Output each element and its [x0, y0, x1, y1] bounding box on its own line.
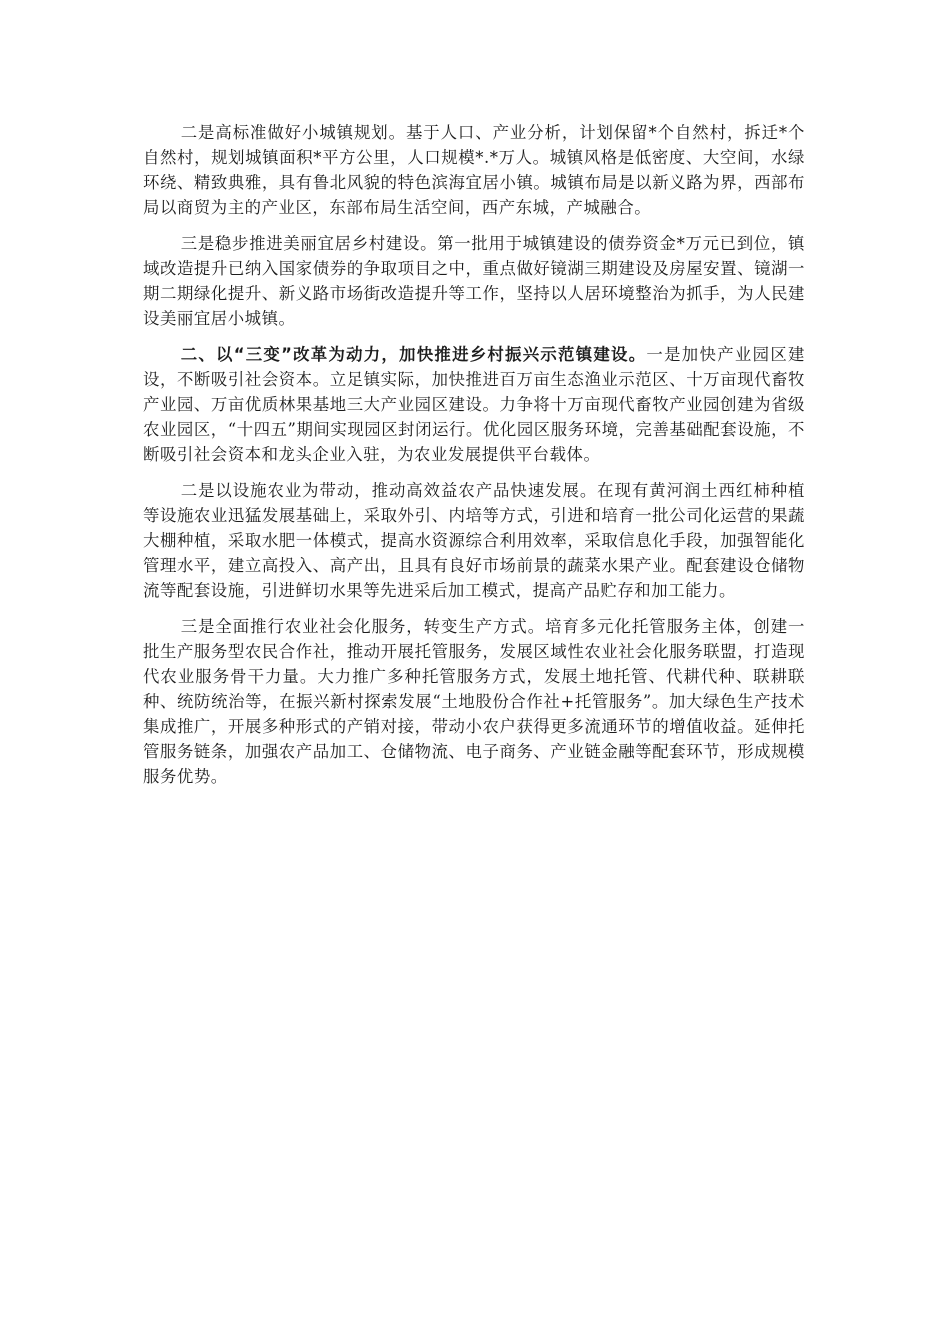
document-body — [143, 120, 805, 800]
paragraph-facility-agriculture — [143, 478, 805, 603]
paragraph-town-planning — [143, 120, 805, 220]
section-heading: 二、以“三变”改革为动力，加快推进乡村振兴示范镇建设。 — [180, 345, 647, 364]
paragraph-socialized-services — [143, 614, 805, 789]
paragraph-livable-village — [143, 231, 805, 331]
paragraph-three-changes-reform — [143, 342, 805, 467]
paragraph-text: 一是加快产业园区建设，不断吸引社会资本。立足镇实际，加快推进百万亩生态渔业示范区、十万亩现代畜牧产业园、万亩优质林果基地三大产业园区建设。力争将十万亩现代畜牧产业园创建为省级农业园区，“十四五”期间实现园区封闭运行。优化园区服务环境，完善基础配套设施，不断吸引社会资本和龙头企业入驻，为农业发展提供平台载体。 — [143, 345, 805, 464]
paragraph-text: 二是高标准做好小城镇规划。基于人口、产业分析，计划保留*个自然村，拆迁*个自然村，规划城镇面积*平方公里，人口规模*.*万人。城镇风格是低密度、大空间，水绿环绕、精致典雅，具有鲁北风貌的特色滨海宜居小镇。城镇布局是以新义路为界，西部布局以商贸为主的产业区，东部布局生活空间，西产东城，产城融合。 — [143, 123, 805, 217]
paragraph-text: 三是全面推行农业社会化服务，转变生产方式。培育多元化托管服务主体，创建一批生产服务型农民合作社，推动开展托管服务，发展区域性农业社会化服务联盟，打造现代农业服务骨干力量。大力推广多种托管服务方式，发展土地托管、代耕代种、联耕联种、统防统治等，在振兴新村探索发展“土地股份合作社+托管服务”。加大绿色生产技术集成推广，开展多种形式的产销对接，带动小农户获得更多流通环节的增值收益。延伸托管服务链条，加强农产品加工、仓储物流、电子商务、产业链金融等配套环节，形成规模服务优势。 — [143, 617, 805, 786]
paragraph-text: 三是稳步推进美丽宜居乡村建设。第一批用于城镇建设的债券资金*万元已到位，镇域改造提升已纳入国家债券的争取项目之中，重点做好镜湖三期建设及房屋安置、镜湖一期二期绿化提升、新义路市场街改造提升等工作，坚持以人居环境整治为抓手，为人民建设美丽宜居小城镇。 — [143, 234, 805, 328]
paragraph-text: 二是以设施农业为带动，推动高效益农产品快速发展。在现有黄河润土西红柿种植等设施农业迅猛发展基础上，采取外引、内培等方式，引进和培育一批公司化运营的果蔬大棚种植，采取水肥一体模式，提高水资源综合利用效率，采取信息化手段，加强智能化管理水平，建立高投入、高产出，且具有良好市场前景的蔬菜水果产业。配套建设仓储物流等配套设施，引进鲜切水果等先进采后加工模式，提高产品贮存和加工能力。 — [143, 481, 805, 600]
